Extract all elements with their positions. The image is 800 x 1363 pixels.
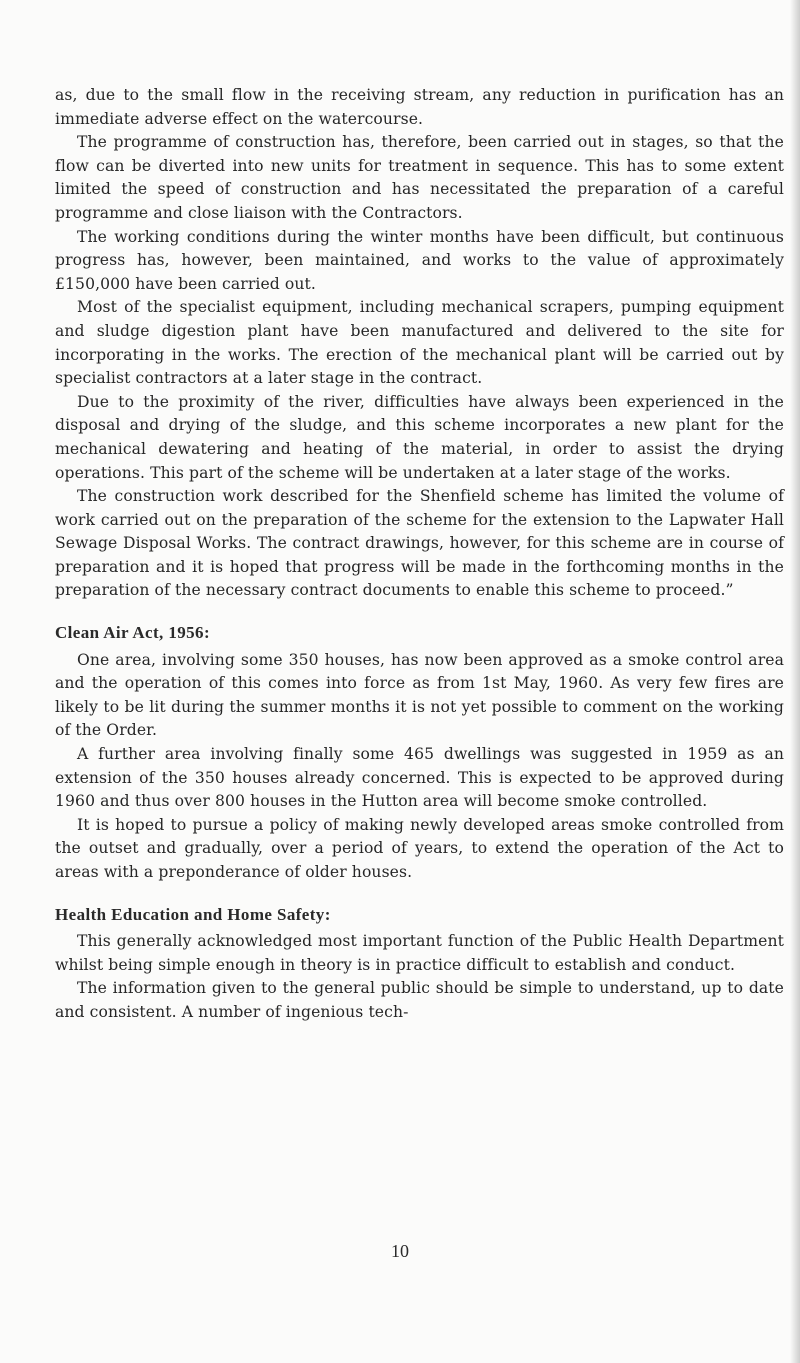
paragraph-smoke-control-area: One area, involving some 350 houses, has now been approved as a smoke control area and the operation of this comes into force as from 1st May, 1960. As very few fires are likely to be lit during the summer months it is not yet possible to comment on the working of the Order.: [55, 650, 784, 740]
paragraph-health-function: This generally acknowledged most important function of the Public Health Department whilst being simple enough in theory is in practice difficult to establish and conduct.: [55, 932, 784, 974]
paragraph-policy: It is hoped to pursue a policy of making newly developed areas smoke controlled from the outset and gradually, over a period of years, to extend the operation of the Act to areas with a preponderance of older houses.: [55, 815, 784, 881]
paragraph-shenfield-scheme: The construction work described for the Shenfield scheme has limited the volume of work carried out on the preparation of the scheme for the extension to the Lapwater Hall Sewage Disposal Works. The contract drawings, however, for this scheme are in course of preparation and it is hoped that progress will be made in the forthcoming months in the preparation of the necessary contract documents to enable this scheme to proceed.”: [55, 487, 784, 600]
page-number: 10: [391, 1241, 409, 1261]
paragraph-further-area: A further area involving finally some 465 dwellings was suggested in 1959 as an extension of the 350 houses already concerned. This is expected to be approved during 1960 and thus over 800 houses in the Hutton area will become smoke controlled.: [55, 745, 784, 811]
body-text: [55, 84, 784, 1025]
paragraph-construction-programme: The programme of construction has, therefore, been carried out in stages, so that the flow can be diverted into new units for treatment in sequence. This has to some extent limited the speed of construction and has necessitated the preparation of a careful programme and close liaison with the Contractors.: [55, 133, 784, 222]
page-edge-shadow: [790, 0, 800, 1363]
section-heading-health-education: Health Education and Home Safety:: [55, 904, 331, 924]
section-heading-clean-air: Clean Air Act, 1956:: [55, 623, 211, 643]
paragraph-sludge-disposal: Due to the proximity of the river, difficulties have always been experienced in the disposal and drying of the sludge, and this scheme incorporates a new plant for the mechanical dewatering and heating of the material, in order to assist the drying operations. This part of the scheme will be undertaken at a later stage of the works.: [55, 392, 784, 482]
paragraph-continuation: as, due to the small flow in the receiving stream, any reduction in purification has an immediate adverse effect on the watercourse.: [55, 86, 784, 128]
paragraph-working-conditions: The working conditions during the winter months have been difficult, but continuous progress has, however, been maintained, and works to the value of approximately £150,000 have been carried out.: [55, 227, 784, 293]
paragraph-specialist-equipment: Most of the specialist equipment, including mechanical scrapers, pumping equipment and sludge digestion plant have been manufactured and delivered to the site for incorporating in the works. The erection of the mechanical plant will be carried out by specialist contractors at a later stage in the contract.: [55, 298, 784, 388]
paragraph-information: The information given to the general public should be simple to understand, up to date and consistent. A number of ingenious tech-: [55, 979, 784, 1021]
